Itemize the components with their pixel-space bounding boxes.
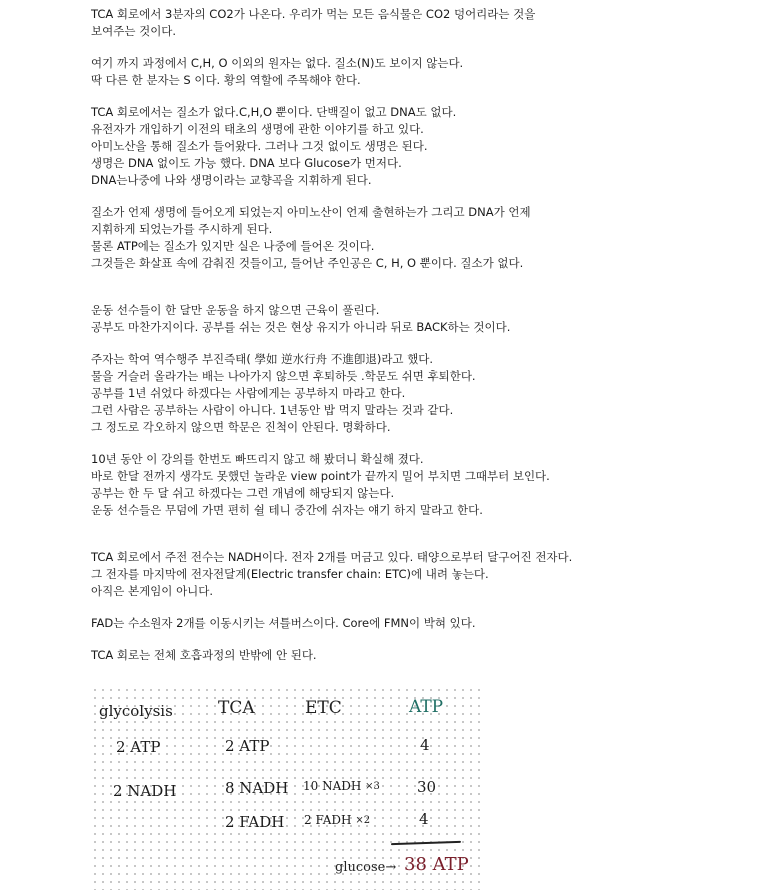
text-line: FAD는 수소원자 2개를 이동시키는 셔틀버스이다. Core에 FMN이 박혀 있다.	[91, 616, 476, 630]
paragraph	[91, 6, 751, 40]
paragraph	[91, 615, 751, 632]
paragraph	[91, 351, 751, 436]
header-glycolysis: glycolysis	[99, 702, 173, 720]
text-line: 공부는 한 두 달 쉬고 하겠다는 그런 개념에 해당되지 않는다.	[91, 486, 395, 500]
paragraph	[91, 204, 751, 272]
text-line: 10년 동안 이 강의를 한번도 빠뜨리지 않고 해 봤더니 확실해 졌다.	[91, 452, 424, 466]
text-line: 지휘하게 되었는가를 주시하게 된다.	[91, 222, 273, 236]
row2-atp: 30	[417, 778, 437, 796]
row2-glycolysis: 2 NADH	[113, 782, 177, 800]
row1-tca: 2 ATP	[225, 737, 270, 755]
row1-glycolysis: 2 ATP	[116, 738, 161, 756]
header-atp: ATP	[409, 697, 444, 717]
text-line: 주자는 학여 역수행주 부진즉태( 學如 逆水行舟 不進卽退)라고 했다.	[91, 352, 434, 366]
paragraph	[91, 451, 751, 519]
text-line: TCA 회로에서는 질소가 없다.C,H,O 뿐이다. 단백질이 없고 DNA도 없다.	[91, 105, 457, 119]
row2-tca: 8 NADH	[225, 779, 289, 797]
text-line: 여기 까지 과정에서 C,H, O 이외의 원자는 없다. 질소(N)도 보이지 않는다.	[91, 56, 464, 70]
header-tca: TCA	[218, 698, 255, 718]
text-line: 보여주는 것이다.	[91, 24, 177, 38]
paragraph	[91, 104, 751, 189]
text-line: 공부를 1년 쉬었다 하겠다는 사람에게는 공부하지 마라고 한다.	[91, 386, 406, 400]
text-line: 바로 한달 전까지 생각도 못했던 놀라운 view point가 끝까지 밀어 부치면 그때부터 보인다.	[91, 469, 550, 483]
paragraph	[91, 302, 751, 336]
text-line: 딱 다른 한 분자는 S 이다. 황의 역할에 주목해야 한다.	[91, 73, 361, 87]
text-line: 그런 사람은 공부하는 사람이 아니다. 1년동안 밥 먹지 말라는 것과 같다.	[91, 403, 454, 417]
text-line: 아직은 본게임이 아니다.	[91, 584, 214, 598]
document-body	[91, 6, 751, 679]
header-etc: ETC	[305, 698, 342, 718]
text-line: 공부도 마찬가지이다. 공부를 쉬는 것은 현상 유지가 아니라 뒤로 BACK하는 것이다.	[91, 320, 511, 334]
text-line: 질소가 언제 생명에 들어오게 되었는지 아미노산이 언제 출현하는가 그리고 DNA가 언제	[91, 205, 531, 219]
row3-atp: 4	[419, 810, 429, 828]
total-label: glucose→	[335, 860, 397, 875]
text-line: 그 전자를 마지막에 전자전달계(Electric transfer chain: ETC)에 내려 놓는다.	[91, 567, 489, 581]
paragraph	[91, 549, 751, 600]
text-line: TCA 회로는 전체 호흡과정의 반밖에 안 된다.	[91, 648, 317, 662]
text-line: 유전자가 개입하기 이전의 태초의 생명에 관한 이야기를 하고 있다.	[91, 122, 424, 136]
handwritten-atp-table	[91, 686, 483, 890]
text-line: 그 정도로 각오하지 않으면 학문은 진척이 안된다. 명확하다.	[91, 420, 391, 434]
text-line: 물론 ATP에는 질소가 있지만 실은 나중에 들어온 것이다.	[91, 239, 375, 253]
text-line: TCA 회로에서 3분자의 CO2가 나온다. 우리가 먹는 모든 음식물은 CO2 덩어리라는 것을	[91, 7, 536, 21]
text-line: TCA 회로에서 주전 전수는 NADH이다. 전자 2개를 머금고 있다. 태양으로부터 달구어진 전자다.	[91, 550, 573, 564]
text-line: DNA는나중에 나와 생명이라는 교향곡을 지휘하게 된다.	[91, 173, 372, 187]
text-line: 생명은 DNA 없이도 가능 했다. DNA 보다 Glucose가 먼저다.	[91, 156, 402, 170]
row3-etc: 2 FADH ×2	[304, 813, 371, 827]
row3-tca: 2 FADH	[225, 813, 285, 831]
total-value: 38 ATP	[404, 854, 469, 875]
row1-atp: 4	[420, 736, 430, 754]
paragraph	[91, 647, 751, 664]
row2-etc: 10 NADH ×3	[303, 779, 380, 793]
text-line: 운동 선수들이 한 달만 운동을 하지 않으면 근육이 풀린다.	[91, 303, 380, 317]
text-line: 그것들은 화살표 속에 감춰진 것들이고, 들어난 주인공은 C, H, O 뿐이다. 질소가 없다.	[91, 256, 524, 270]
text-line: 물을 거슬러 올라가는 배는 나아가지 않으면 후퇴하듯 .학문도 쉬면 후퇴한다.	[91, 369, 476, 383]
text-line: 아미노산을 통해 질소가 들어왔다. 그러나 그것 없이도 생명은 된다.	[91, 139, 428, 153]
paragraph	[91, 55, 751, 89]
text-line: 운동 선수들은 무덤에 가면 편히 쉴 테니 중간에 쉬자는 얘기 하지 말라고 한다.	[91, 503, 483, 517]
total-underline	[391, 841, 461, 845]
